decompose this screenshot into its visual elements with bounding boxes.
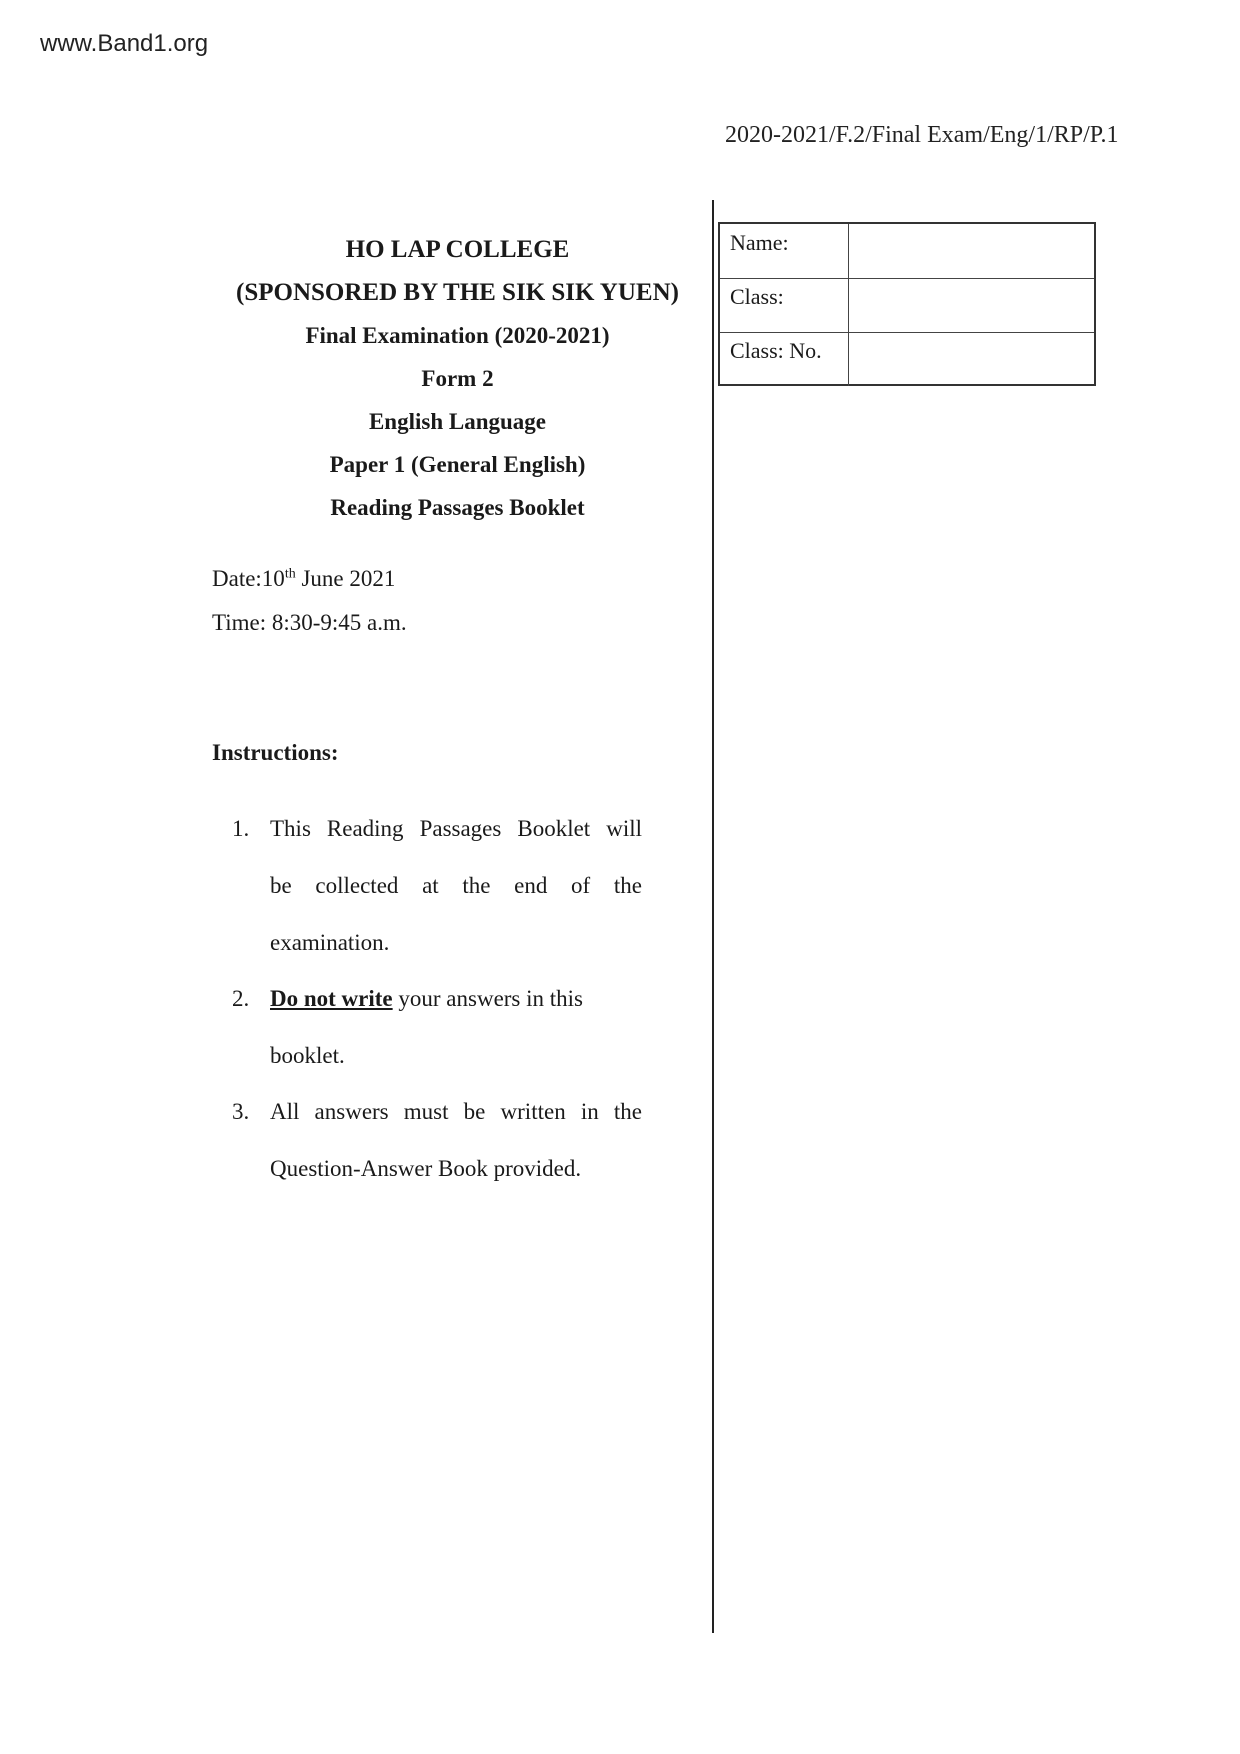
vertical-divider (712, 200, 714, 1633)
do-not-write-emphasis: Do not write (270, 986, 393, 1011)
class-number-row (720, 332, 1094, 386)
booklet-name: Reading Passages Booklet (330, 495, 585, 520)
name-field[interactable] (848, 224, 1094, 278)
subject-name: English Language (368, 409, 547, 434)
class-number-field[interactable] (848, 332, 1094, 386)
exam-title: Final Examination (2020-2021) (305, 323, 610, 348)
exam-time: Time: 8:30-9:45 a.m. (212, 610, 407, 635)
exam-date: Date:10th June 2021 (212, 566, 396, 591)
watermark-url: www.Band1.org (40, 30, 209, 57)
instructions-heading: Instructions: (212, 740, 339, 765)
paper-name: Paper 1 (General English) (329, 452, 586, 477)
title-block (205, 228, 710, 529)
school-name: HO LAP COLLEGE (345, 236, 570, 263)
sponsor-line: (SPONSORED BY THE SIK SIK YUEN) (236, 279, 679, 306)
class-number-label: Class: No. (730, 338, 822, 363)
class-field[interactable] (848, 278, 1094, 332)
name-row (720, 224, 1094, 279)
form-level: Form 2 (421, 366, 494, 391)
name-label: Name: (730, 230, 789, 255)
class-label: Class: (730, 284, 784, 309)
student-info-box (718, 222, 1096, 386)
document-reference: 2020-2021/F.2/Final Exam/Eng/1/RP/P.1 (725, 122, 1119, 148)
class-row (720, 278, 1094, 333)
